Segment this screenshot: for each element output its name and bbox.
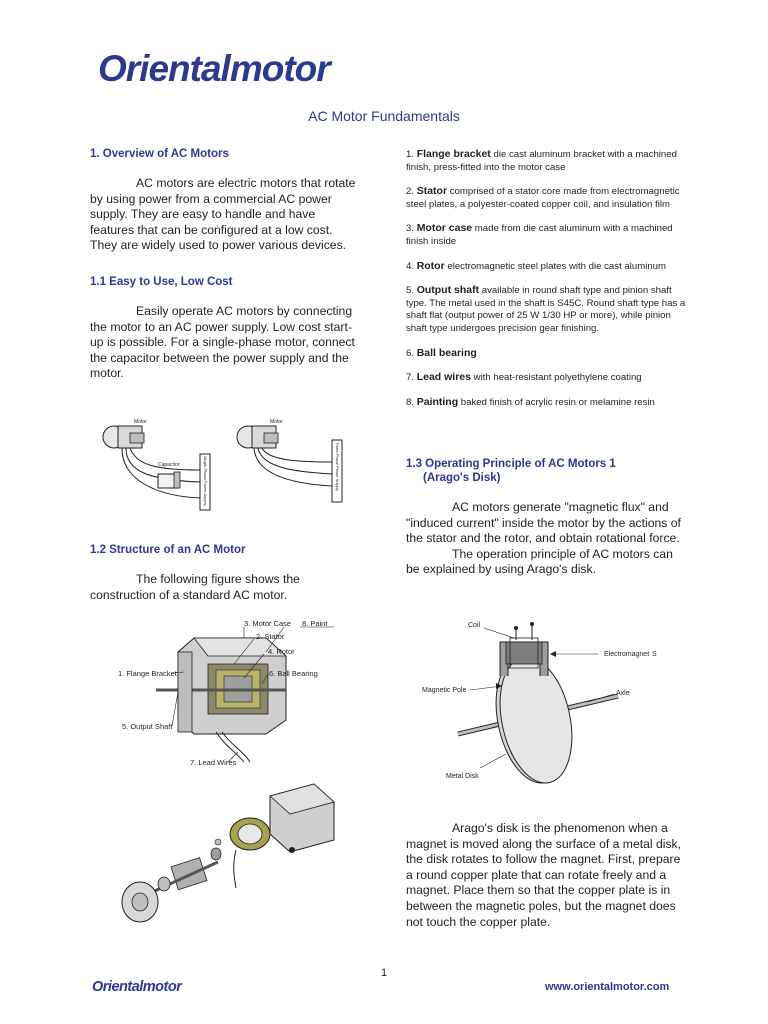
part-item: 7. Lead wires with heat-resistant polyethylene coating — [406, 371, 642, 384]
part-item: 6. Ball bearing — [406, 346, 477, 359]
part-item: 5. Output shaft available in round shaft type and pinion shaft type. The metal used in the shaft is S45C. Round shaft type has a shaft flat (output power of 25 W 1/30 HP or more), while pinion shaft type undergoes precision gear finishing. — [406, 284, 686, 334]
label-stator: 2. Stator — [256, 632, 285, 641]
label-shaft: 5. Output Shaft — [122, 722, 173, 731]
page-number: 1 — [380, 967, 388, 979]
section-principle-heading: 1.3 Operating Principle of AC Motors 1 — [406, 458, 616, 470]
section-overview-body: AC motors are electric motors that rotate by using power from a commercial AC power supply. They are easy to handle and have features that can be configured at a low cost. They are widely used to power various devices. — [90, 176, 356, 253]
section-structure-body: The following figure shows the construction of a standard AC motor. — [90, 572, 300, 602]
left-column-lower — [90, 544, 360, 603]
brand-logo: Orientalmotor — [98, 48, 330, 89]
label-leads: 7. Lead Wires — [190, 758, 237, 767]
wiring-motor-label-2: Motor — [270, 419, 283, 425]
arago-label-edge-mark: S — [652, 651, 657, 658]
arago-label-electromagnet: Electromagnet — [604, 651, 650, 658]
label-rotor: 4. Rotor — [268, 647, 295, 656]
label-paint: 8. Paint — [302, 619, 328, 628]
footer-website-link[interactable]: www.orientalmotor.com — [545, 981, 670, 993]
exploded-motor-diagram — [118, 776, 344, 930]
parts-list — [406, 148, 686, 420]
section-structure-heading: 1.2 Structure of an AC Motor — [90, 544, 246, 556]
section-easy-heading: 1.1 Easy to Use, Low Cost — [90, 275, 233, 288]
part-item: 4. Rotor electromagnetic steel plates with die cast aluminum — [406, 259, 666, 272]
label-motor-case: 3. Motor Case — [244, 619, 292, 628]
arago-label-coil: Coil — [468, 622, 481, 629]
section-principle-lower — [406, 821, 686, 930]
label-bearing: 6. Ball Bearing — [269, 669, 318, 678]
section-overview-heading: 1. Overview of AC Motors — [90, 148, 229, 160]
arago-label-pole: Magnetic Pole — [422, 687, 467, 694]
wiring-motor-label-1: Motor — [134, 419, 147, 425]
section-principle-body-3: Arago's disk is the phenomenon when a magnet is moved along the surface of a metal disk, the disk rotates to follow the magnet. First, prepare a round copper plate that can rotate freely and a magnet. Place them so that the copper plate is in between the magnetic poles, but the magnet does not touch the copper plate. — [406, 821, 682, 929]
wiring-capacitor-label: Capacitor — [158, 462, 180, 468]
wiring-supply-label-2: Three-Phase Power Supply — [335, 442, 340, 491]
arago-label-disk: Metal Disk — [446, 773, 479, 780]
arago-label-axle: Axle — [616, 690, 630, 697]
wiring-diagram — [96, 410, 356, 515]
label-flange: 1. Flange Bracket — [118, 669, 177, 678]
part-item: 8. Painting baked finish of acrylic resin or melamine resin — [406, 395, 655, 408]
footer-logo: Orientalmotor — [92, 979, 182, 995]
section-principle — [406, 458, 686, 578]
section-easy-body: Easily operate AC motors by connecting the motor to an AC power supply. Low cost start-up is possible. For a single-phase motor, connect the capacitor between the power supply and the motor. — [90, 303, 355, 381]
arago-disk-diagram — [418, 616, 668, 788]
document-title: AC Motor Fundamentals — [308, 108, 460, 124]
section-principle-subheading: (Arago's Disk) — [423, 472, 501, 484]
part-item: 1. Flange bracket die cast aluminum bracket with a machined finish, press-fitted into the motor case — [406, 148, 677, 173]
section-principle-body-1: AC motors generate "magnetic flux" and "induced current" inside the motor by the actions of the stator and the rotor, and obtain rotational force. — [406, 500, 681, 546]
part-item: 3. Motor case made from die cast aluminum with a machined finish inside — [406, 222, 673, 247]
section-principle-body-2: The operation principle of AC motors can be explained by using Arago's disk. — [406, 546, 673, 577]
motor-structure-diagram — [116, 612, 338, 772]
left-column — [90, 148, 360, 382]
part-item: 2. Stator comprised of a stator core made from electromagnetic steel plates, a polyester-coated copper coil, and insulation film — [406, 185, 680, 210]
wiring-supply-label-1: Single-Phase Power Supply — [203, 456, 208, 506]
